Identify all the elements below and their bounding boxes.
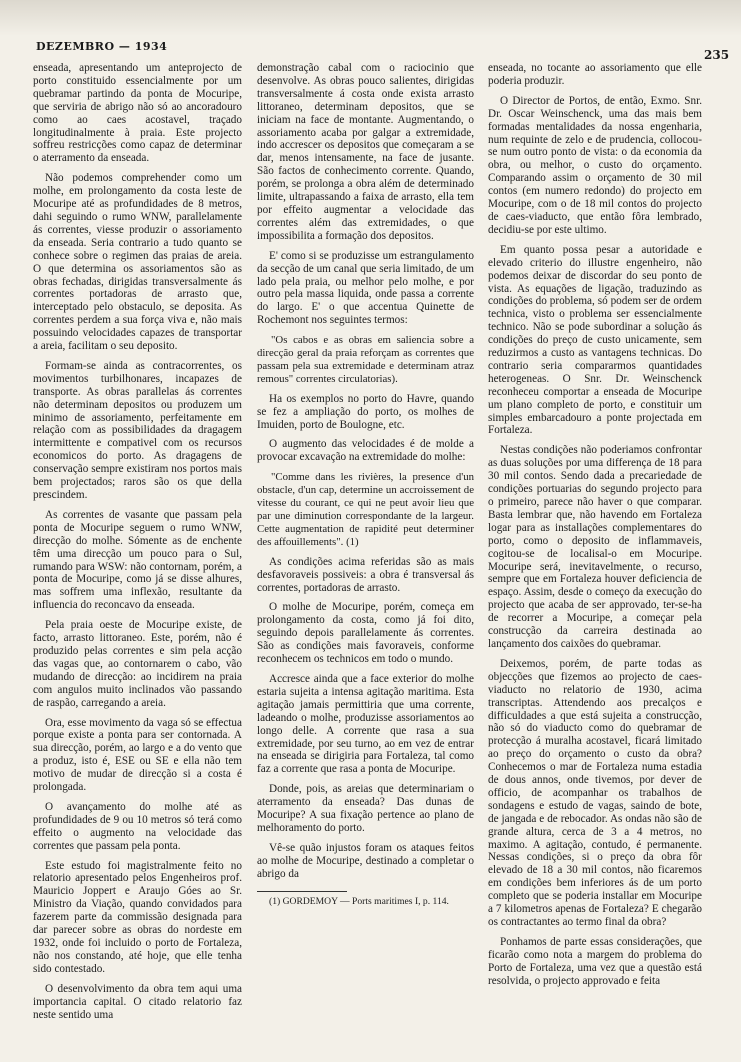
- scan-edge: [0, 0, 741, 36]
- paragraph: O avançamento do molhe até as profundidades de 9 ou 10 metros só terá como effeito o augmento na velocidade das correntes que passam pela ponta.: [33, 800, 242, 852]
- paragraph: Ponhamos de parte essas considerações, que ficarão como nota a margem do problema do Porto de Fortaleza, uma vez que a questão está resolvida, o projecto approvado e feita: [488, 935, 702, 987]
- paragraph: Ha os exemplos no porto do Havre, quando se fez a ampliação do porto, os molhes de Imuiden, porto de Boulogne, etc.: [257, 392, 474, 431]
- paragraph: Este estudo foi magistralmente feito no relatorio apresentado pelos Engenheiros prof. Mauricio Joppert e Araujo Góes ao Sr. Ministro da Viação, quando convidados para fazerem parte da commissão designada para dar parecer sobre as obras do nordeste em 1932, onde foi incluido o porto de Fortaleza, não nos constando, até hoje, que elle tenha sido contestado.: [33, 859, 242, 975]
- paragraph: Formam-se ainda as contracorrentes, os movimentos turbilhonares, incapazes de transporte. As obras parallelas ás correntes não determinam depositos ou produzem um minimo de assoriamento, perfeitamente em relação com as possibilidades da dragagem intermittente e compativel com os recursos economicos do porto. As dragagens de conservação sempre existiram nos portos mais bem projectados; raros são os que della prescindem.: [33, 359, 242, 501]
- footnote: (1) GORDEMOY — Ports maritimes I, p. 114.: [269, 895, 449, 907]
- paragraph: Ora, esse movimento da vaga só se effectua porque existe a ponta para ser contornada. A sua direcção, porém, ao largo e a do vento que a produz, isto é, ESE ou SE e ella não tem motivo de mudar de direcção si a costa é prolongada.: [33, 716, 242, 794]
- text-column-1: [33, 62, 242, 1028]
- paragraph: Vê-se quão injustos foram os ataques feitos ao molhe de Mocuripe, destinado a completar o abrigo da: [257, 841, 474, 880]
- paragraph: enseada, no tocante ao assoriamento que elle poderia produzir.: [488, 62, 702, 87]
- text-column-3: [488, 62, 702, 995]
- paragraph: O Director de Portos, de então, Exmo. Snr. Dr. Oscar Weinschenck, uma das mais bem formadas mentalidades da nossa engenharia, num requinte de zelo e de prudencia, collocou-se num outro ponto de vista: o da economia da obra, ou melhor, o custo do orçamento. Comparando assim o orçamento de 30 mil contos (em numero redondo) do projecto em Mocuripe, com o de 18 mil contos do projecto de caes-viaducto, que então fôra lembrado, decidiu-se por este ultimo.: [488, 94, 702, 236]
- page-number: 235: [704, 48, 730, 62]
- paragraph: As condições acima referidas são as mais desfavoraveis possiveis: a obra é transversal ás correntes, portadoras de arrasto.: [257, 555, 474, 594]
- paragraph: Accresce ainda que a face exterior do molhe estaria sujeita a intensa agitação maritima. Esta agitação jamais permittiria que uma corrente, ladeando o molhe, produzisse assoriamentos ao longo delle. A corrente que rasa a sua extremidade, por seu turno, ao em vez de entrar na enseada se dirigiria para Fortaleza, tal como faz a corrente que rasa a ponta de Mocuripe.: [257, 672, 474, 776]
- paragraph: Em quanto possa pesar a autoridade e elevado criterio do illustre engenheiro, não podemos deixar de discordar do seu ponto de vista. As equações de ligação, traduzindo as condições do problema, só podem ser de ordem technica, visto o problema ser essencialmente technico. Não se pode subordinar a solução ás condições do preço de custo unicamente, sem reduzirmos a custo as vantagens technicas. Do contrario seria compararmos quantidades heterogeneas. O Snr. Dr. Weinschenck reconheceu comportar a enseada de Mocuripe um plano completo de porto, e constituir um simples embarcadouro a ponte projectada em Fortaleza.: [488, 243, 702, 437]
- paragraph: E' como si se produzisse um estrangulamento da secção de um canal que seria limitado, de um lado pela praia, ou melhor pelo molhe, e por outro pela massa liquida, onde passa a corrente do largo. E' o que accentua Quinette de Rochemont nos seguintes termos:: [257, 249, 474, 327]
- paragraph: O molhe de Mocuripe, porém, começa em prolongamento da costa, como já foi dito, seguindo depois parallelamente ás correntes. São as condições mais favoraveis, conforme reconhecem os technicos em todo o mundo.: [257, 601, 474, 666]
- paragraph: Donde, pois, as areias que determinariam o aterramento da enseada? Das dunas de Mocuripe? A sua fixação pertence ao plano de melhoramento do porto.: [257, 783, 474, 834]
- paragraph: enseada, apresentando um anteprojecto de porto constituido essencialmente por um quebramar partindo da ponta de Mocuripe, que serviria de abrigo não só ao ancoradouro como ao caes acostavel, traçado longitudinalmente à praia. Este projecto soffreu restricções como capaz de determinar o aterramento da enseada.: [33, 62, 242, 165]
- paragraph: O desenvolvimento da obra tem aqui uma importancia capital. O citado relatorio faz neste sentido uma: [33, 982, 242, 1021]
- paragraph: demonstração cabal com o raciocinio que desenvolve. As obras pouco salientes, dirigidas transversalmente á costa onde exista arrasto littoraneo, determinam depositos, que se iniciam na face de montante. Augmentando, o assoriamento acaba por galgar a extremidade, indo accrescer os depositos que começaram a se dar, menos intensamente, na face de jusante. São factos de conhecimento corrente. Quando, porém, se prolonga a obra além de determinado limite, ultrapassando a faixa de arrasto, ella tem por effeito augmentar a velocidade das correntes além das extremidades, o que impossibilita a formação dos depositos.: [257, 62, 474, 242]
- paragraph: Pela praia oeste de Mocuripe existe, de facto, arrasto littoraneo. Este, porém, não é produzido pelas correntes e sim pela acção das vagas que, ao contornarem o cabo, vão mudando de direcção: ao incidirem na praia com angulos muito inclinados vão passando de raspão, carregando a areia.: [33, 619, 242, 709]
- paragraph: O augmento das velocidades é de molde a provocar excavação na extremidade do molhe:: [257, 438, 474, 464]
- quotation: "Os cabos e as obras em saliencia sobre a direcção geral da praia reforçam as correntes que passam pela sua extremidade e determinam atraz remous" correntes circulatorias).: [257, 334, 474, 385]
- footnote-divider: [257, 891, 347, 892]
- paragraph: Deixemos, porém, de parte todas as objecções que fizemos ao projecto de caes-viaducto no relatorio de 1930, acima transcriptas. Attendendo aos precalços e difficuldades a que está sujeita a construcção, não só do viaducto como do quebramar de protecção á muralha acostavel, ficará limitado ao preço do orçamento o custo da obra? Conhecemos o mar de Fortaleza numa estadia de dous annos, onde tivemos, por dever de officio, de acompanhar os trabalhos de sondagens e estudo de vagas, saindo de bote, de jangada e de rebocador. As ondas não são de grande altura, cerca de 3 a 4 metros, no maximo. A agitação, contudo, é permanente. Nessas condições, si o preço da obra fôr elevado de 18 a 30 mil contos, não ficaremos em condições bem inferiores ás de um porto completo que se poderia installar em Mocuripe a 7 kilometros apenas de Fortaleza? E chegarão os contractantes ao termo final da obra?: [488, 657, 702, 928]
- paragraph: Não podemos comprehender como um molhe, em prolongamento da costa leste de Mocuripe até as profundidades de 8 metros, dahi seguindo o rumo WNW, parallelamente ás correntes, viesse produzir o assoriamento da enseada. Seria contrario a tudo quanto se conhece sobre o regimen das praias de areia. O que determina os assoriamentos são as obras fechadas, dirigidas transversalmente ás correntes portadoras de arrasto que, interceptado pelo obstaculo, se deposita. As correntes perdem a sua força viva e, não mais possuindo velocidades capazes de transportar a areia, facilitam o seu deposito.: [33, 172, 242, 353]
- quotation: "Comme dans les rivières, la presence d'un obstacle, d'un cap, determine un accroissement de vitesse du courant, ce qui ne peut avoir lieu que par une diminution correspondante de la largeur. Cette augmentation de rapidité peut determiner des affouillements". (1): [257, 471, 474, 548]
- running-title: DEZEMBRO — 1934: [36, 40, 168, 53]
- text-column-2: [257, 62, 474, 914]
- paragraph: Nestas condições não poderiamos confrontar as duas soluções por uma differença de 18 para 30 mil contos. Sendo dada a precariedade de condições portuarias do segundo projecto para o primeiro, parece não haver o que comparar. Basta lembrar que, não havendo em Fortaleza logar para as installações complementares do porto, como o deposito de inflammaveis, cogitou-se de localisal-o em Mocuripe. Mocuripe será, inevitavelmente, o recurso, sempre que em Fortaleza houver deficiencia de espaço. Assim, desde o começo da execução do projecto que acaba de ser approvado, ter-se-ha de recorrer a Mocuripe, a começar pela construcção da carreira destinada ao lançamento dos caixões do quebramar.: [488, 444, 702, 650]
- paragraph: As correntes de vasante que passam pela ponta de Mocuripe seguem o rumo WNW, direcção do molhe. Sómente as de enchente têm uma direcção um pouco para o Sul, rumando para WSW: não contornam, porém, a ponta de Mocuripe, como já se disse alhures, mas soffrem uma inflexão, resultante da influencia do reconcavo da enseada.: [33, 508, 242, 612]
